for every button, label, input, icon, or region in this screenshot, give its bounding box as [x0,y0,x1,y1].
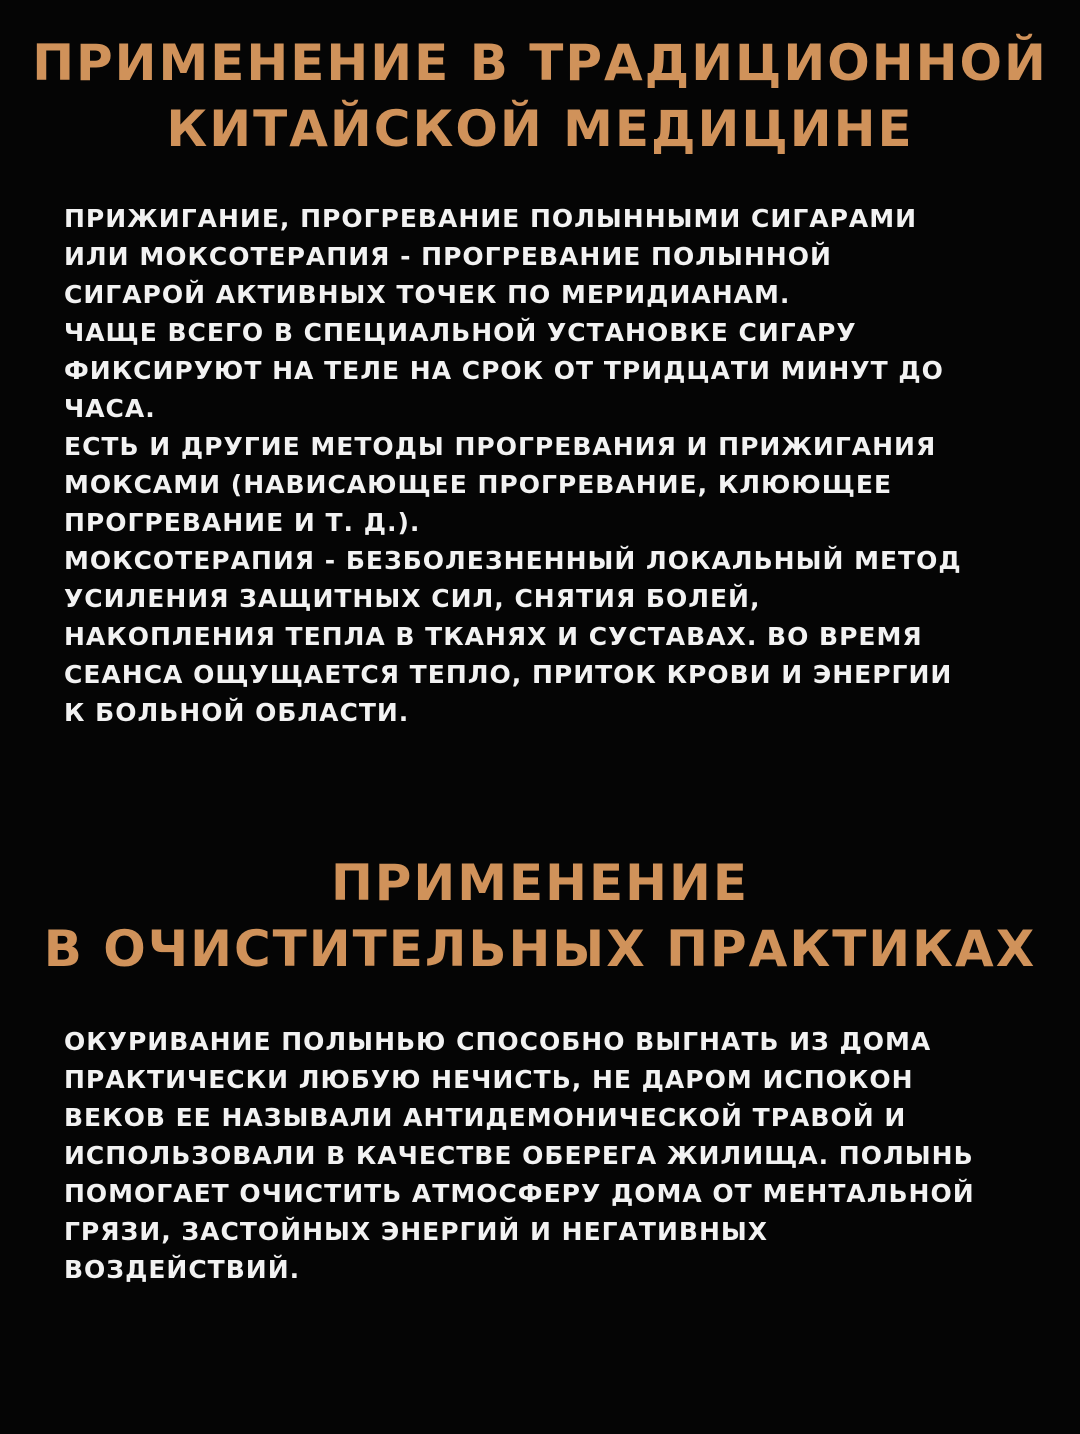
body-line: ПРАКТИЧЕСКИ ЛЮБУЮ НЕЧИСТЬ, НЕ ДАРОМ ИСПОКОН [64,1065,914,1094]
body-line: НАКОПЛЕНИЯ ТЕПЛА В ТКАНЯХ И СУСТАВАХ. ВО ВРЕМЯ [64,622,923,651]
section-heading-cleansing [0,850,1080,982]
heading-line: ПРИМЕНЕНИЕ В ТРАДИЦИОННОЙ [32,34,1048,92]
body-line: МОКСОТЕРАПИЯ - БЕЗБОЛЕЗНЕННЫЙ ЛОКАЛЬНЫЙ МЕТОД [64,546,962,575]
body-line: ПРИЖИГАНИЕ, ПРОГРЕВАНИЕ ПОЛЫННЫМИ СИГАРАМИ [64,204,918,233]
body-line: ИЛИ МОКСОТЕРАПИЯ - ПРОГРЕВАНИЕ ПОЛЫННОЙ [64,242,832,271]
body-line: ФИКСИРУЮТ НА ТЕЛЕ НА СРОК ОТ ТРИДЦАТИ МИНУТ ДО [64,356,944,385]
body-line: ИСПОЛЬЗОВАЛИ В КАЧЕСТВЕ ОБЕРЕГА ЖИЛИЩА. ПОЛЫНЬ [64,1141,974,1170]
body-line: УСИЛЕНИЯ ЗАЩИТНЫХ СИЛ, СНЯТИЯ БОЛЕЙ, [64,584,761,613]
section-body-tcm [64,200,1024,732]
body-line: СИГАРОЙ АКТИВНЫХ ТОЧЕК ПО МЕРИДИАНАМ. [64,280,791,309]
body-line: ПОМОГАЕТ ОЧИСТИТЬ АТМОСФЕРУ ДОМА ОТ МЕНТАЛЬНОЙ [64,1179,975,1208]
section-body-cleansing [64,1023,1024,1289]
body-line: МОКСАМИ (НАВИСАЮЩЕЕ ПРОГРЕВАНИЕ, КЛЮЮЩЕЕ [64,470,893,499]
heading-line: ПРИМЕНЕНИЕ [330,854,750,912]
body-line: ЧАЩЕ ВСЕГО В СПЕЦИАЛЬНОЙ УСТАНОВКЕ СИГАРУ [64,318,857,347]
body-line: ЕСТЬ И ДРУГИЕ МЕТОДЫ ПРОГРЕВАНИЯ И ПРИЖИГАНИЯ [64,432,937,461]
heading-line: В ОЧИСТИТЕЛЬНЫХ ПРАКТИКАХ [43,920,1037,978]
heading-line: КИТАЙСКОЙ МЕДИЦИНЕ [166,100,914,158]
body-line: СЕАНСА ОЩУЩАЕТСЯ ТЕПЛО, ПРИТОК КРОВИ И ЭНЕРГИИ [64,660,953,689]
body-line: ВОЗДЕЙСТВИЙ. [64,1255,301,1284]
body-line: ГРЯЗИ, ЗАСТОЙНЫХ ЭНЕРГИЙ И НЕГАТИВНЫХ [64,1217,769,1246]
body-line: ОКУРИВАНИЕ ПОЛЫНЬЮ СПОСОБНО ВЫГНАТЬ ИЗ ДОМА [64,1027,932,1056]
body-line: ВЕКОВ ЕЕ НАЗЫВАЛИ АНТИДЕМОНИЧЕСКОЙ ТРАВОЙ И [64,1103,907,1132]
body-line: К БОЛЬНОЙ ОБЛАСТИ. [64,698,410,727]
section-heading-tcm [0,30,1080,162]
body-line: ПРОГРЕВАНИЕ И Т. Д.). [64,508,421,537]
body-line: ЧАСА. [64,394,156,423]
